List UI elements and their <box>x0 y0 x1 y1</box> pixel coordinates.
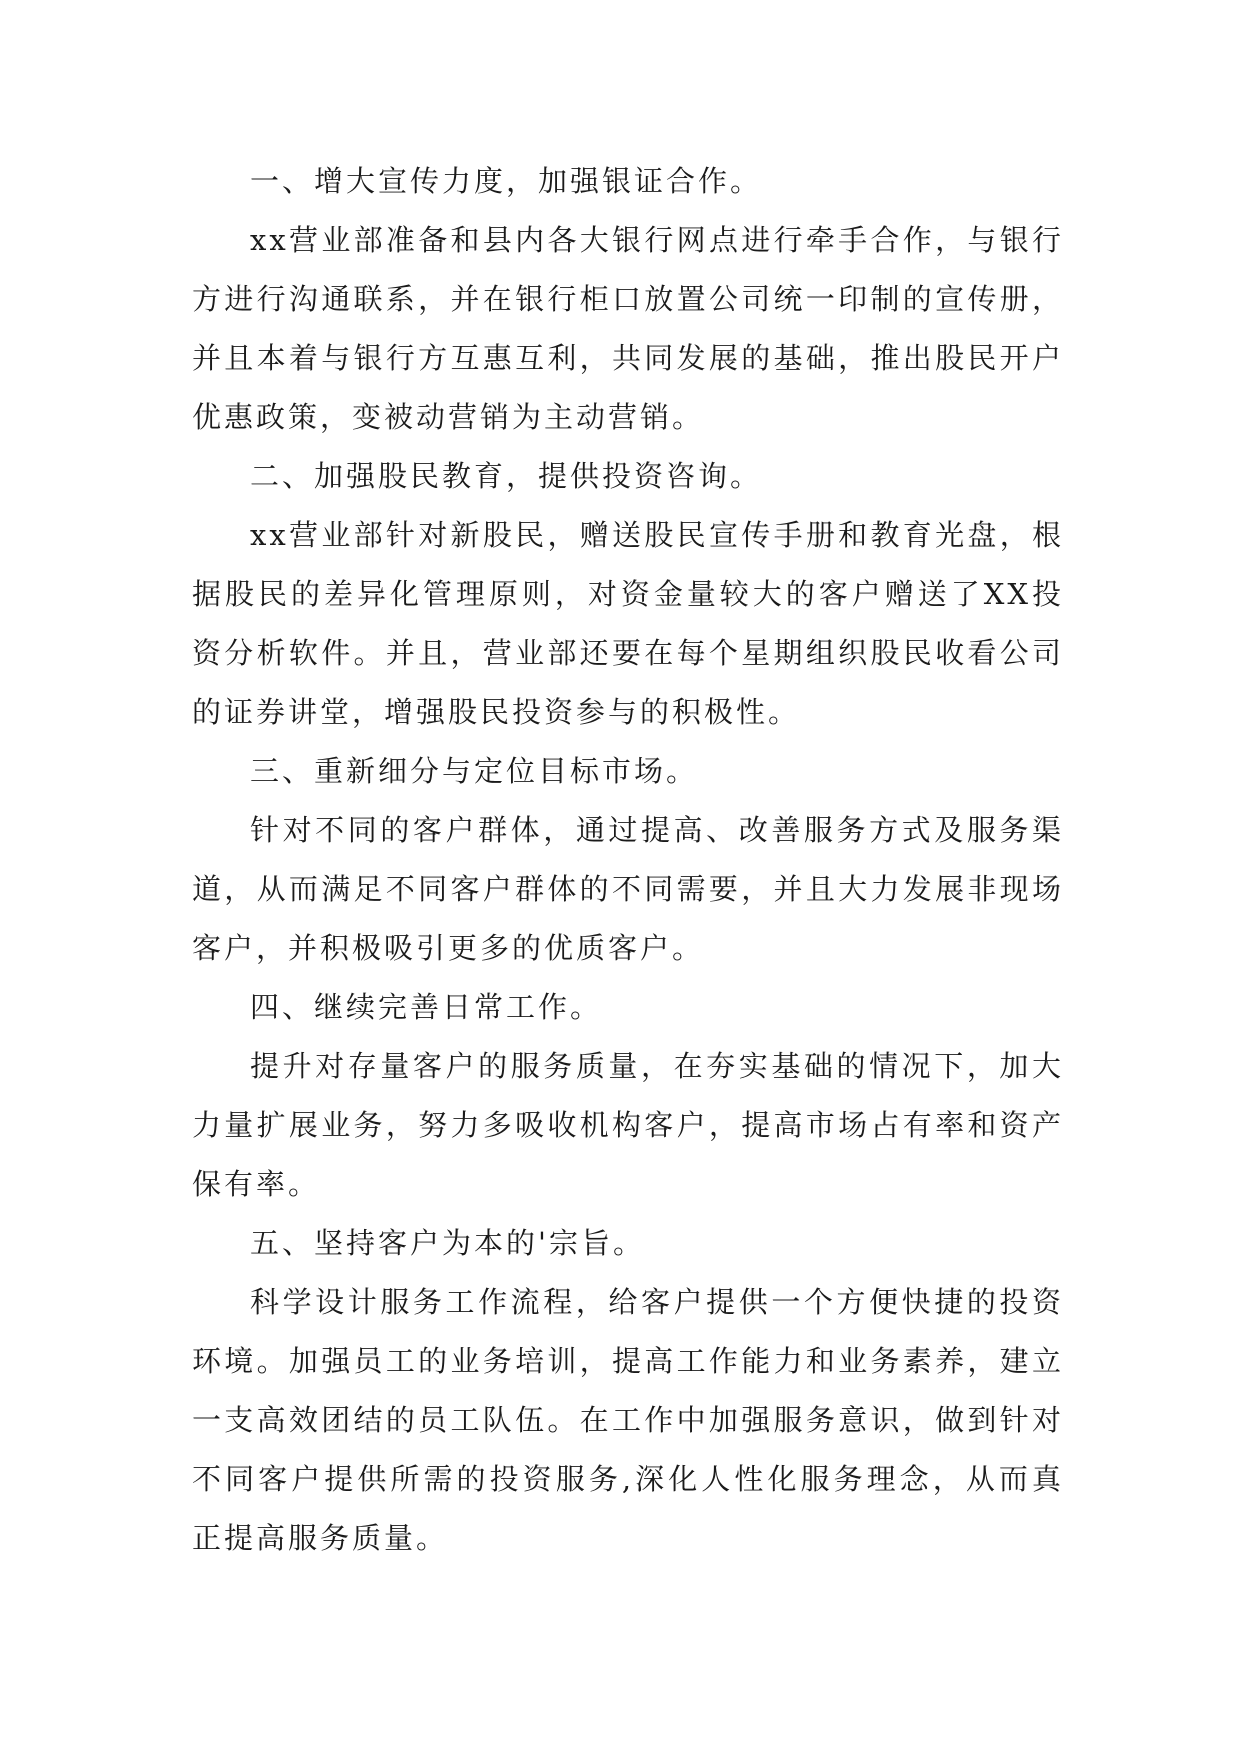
section-heading-5: 五、坚持客户为本的'宗旨。 <box>250 1226 645 1260</box>
section-heading-3: 三、重新细分与定位目标市场。 <box>250 754 699 788</box>
section-body-5: 科学设计服务工作流程，给客户提供一个方便快捷的投资环境。加强员工的业务培训，提高工作能力和业务素养，建立一支高效团结的员工队伍。在工作中加强服务意识，做到针对不同客户提供所需的投资服务,深化人性化服务理念，从而真正提高服务质量。 <box>192 1285 1064 1555</box>
section-heading-4: 四、继续完善日常工作。 <box>250 990 603 1024</box>
section-body-3: 针对不同的客户群体，通过提高、改善服务方式及服务渠道，从而满足不同客户群体的不同需要，并且大力发展非现场客户，并积极吸引更多的优质客户。 <box>192 813 1064 965</box>
section-body-4: 提升对存量客户的服务质量，在夯实基础的情况下，加大力量扩展业务，努力多吸收机构客户，提高市场占有率和资产保有率。 <box>192 1049 1064 1201</box>
section-heading-1: 一、增大宣传力度，加强银证合作。 <box>250 164 763 198</box>
section-heading-2: 二、加强股民教育，提供投资咨询。 <box>250 459 763 493</box>
document-body <box>192 152 1064 1568</box>
section-body-1: xx营业部准备和县内各大银行网点进行牵手合作，与银行方进行沟通联系，并在银行柜口放置公司统一印制的宣传册，并且本着与银行方互惠互利，共同发展的基础，推出股民开户优惠政策，变被动营销为主动营销。 <box>192 223 1064 434</box>
section-body-2: xx营业部针对新股民，赠送股民宣传手册和教育光盘，根据股民的差异化管理原则，对资金量较大的客户赠送了XX投资分析软件。并且，营业部还要在每个星期组织股民收看公司的证券讲堂，增强股民投资参与的积极性。 <box>192 518 1064 729</box>
